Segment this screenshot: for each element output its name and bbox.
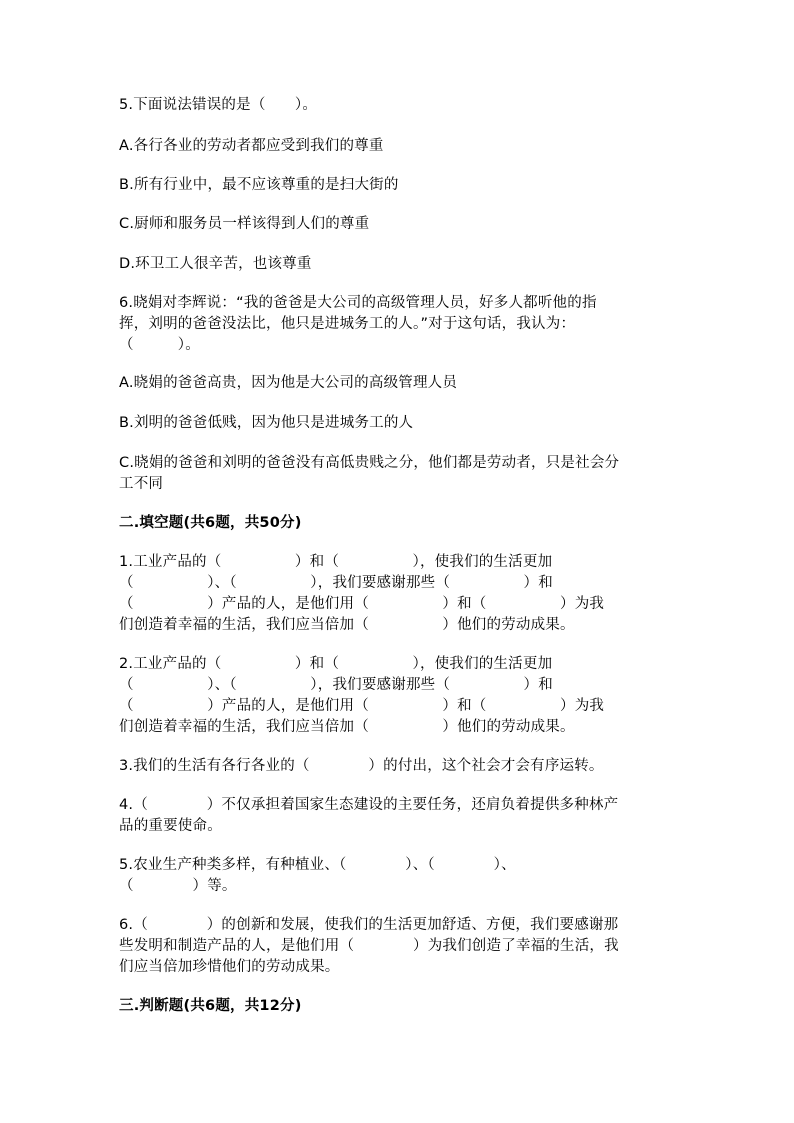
option-c-line: C.晓娟的爸爸和刘明的爸爸没有高低贵贱之分，他们都是劳动者，只是社会分 — [119, 455, 620, 471]
question-stem-line: 6.晓娟对李辉说：“我的爸爸是大公司的高级管理人员，好多人都听他的指 — [119, 295, 597, 311]
question-stem: 5.下面说法错误的是（ ）。 — [119, 97, 318, 113]
option-b: B.所有行业中，最不应该尊重的是扫大街的 — [119, 177, 399, 193]
option-d: D.环卫工人很辛苦，也该尊重 — [119, 256, 312, 272]
question-stem-line: 挥，刘明的爸爸没法比，他只是进城务工的人。”对于这句话，我认为： — [119, 316, 576, 332]
fill-question-line: （ ）等。 — [119, 878, 237, 894]
fill-question-line: 2.工业产品的（ ）和（ ），使我们的生活更加 — [119, 656, 553, 672]
option-a: A.各行各业的劳动者都应受到我们的尊重 — [119, 138, 384, 154]
fill-question-line: （ ）、（ ），我们要感谢那些（ ）和 — [119, 575, 553, 591]
fill-question-line: （ ）产品的人，是他们用（ ）和（ ）为我 — [119, 596, 605, 612]
fill-question-line: （ ）、（ ），我们要感谢那些（ ）和 — [119, 677, 553, 693]
fill-question-line: 们应当倍加珍惜他们的劳动成果。 — [119, 959, 340, 975]
fill-question-line: （ ）产品的人，是他们用（ ）和（ ）为我 — [119, 698, 605, 714]
option-c-line: 工不同 — [119, 476, 164, 492]
option-a: A.晓娟的爸爸高贵，因为他是大公司的高级管理人员 — [119, 375, 458, 391]
fill-question-line: 1.工业产品的（ ）和（ ），使我们的生活更加 — [119, 554, 553, 570]
option-c: C.厨师和服务员一样该得到人们的尊重 — [119, 216, 370, 232]
fill-question-line: 5.农业生产种类多样，有种植业、（ ）、（ ）、 — [119, 857, 516, 873]
fill-question-line: 3.我们的生活有各行各业的（ ）的付出，这个社会才会有序运转。 — [119, 758, 604, 774]
fill-question-line: 们创造着幸福的生活，我们应当倍加（ ）他们的劳动成果。 — [119, 617, 575, 633]
option-b: B.刘明的爸爸低贱，因为他只是进城务工的人 — [119, 415, 414, 431]
fill-question-line: 品的重要使命。 — [119, 818, 222, 834]
fill-question-line: 些发明和制造产品的人，是他们用（ ）为我们创造了幸福的生活，我 — [119, 938, 619, 954]
fill-question-line: 4.（ ）不仅承担着国家生态建设的主要任务，还肩负着提供多种林产 — [119, 797, 619, 813]
fill-question-line: 6.（ ）的创新和发展，使我们的生活更加舒适、方便，我们要感谢那 — [119, 917, 619, 933]
section-heading: 二.填空题(共6题，共50分) — [119, 515, 302, 531]
section-heading: 三.判断题(共6题，共12分) — [119, 998, 302, 1014]
question-stem-line: （ ）。 — [119, 337, 200, 353]
fill-question-line: 们创造着幸福的生活，我们应当倍加（ ）他们的劳动成果。 — [119, 719, 575, 735]
